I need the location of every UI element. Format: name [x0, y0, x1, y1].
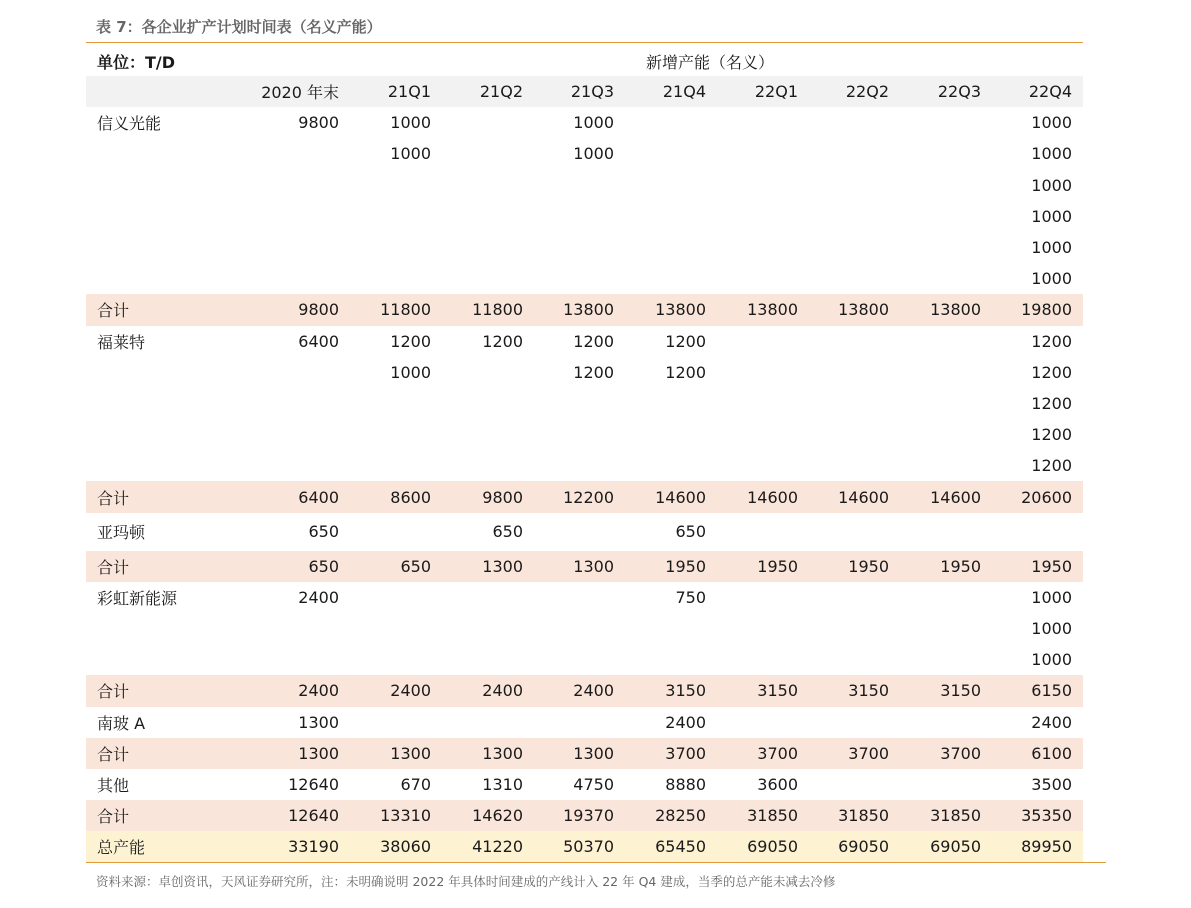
table-cell: 1300 — [442, 551, 534, 582]
column-header: 2020 年末 — [237, 76, 350, 107]
table-cell — [625, 263, 717, 294]
table-cell: 1000 — [1031, 650, 1072, 670]
table-row — [86, 707, 1083, 738]
row-label: 合计 — [86, 738, 237, 769]
table-cell — [900, 170, 992, 201]
table-cell — [237, 644, 350, 675]
table-cell: 1310 — [482, 775, 523, 795]
table-cell: 6400 — [237, 481, 350, 512]
table-cell — [900, 707, 992, 738]
table-cell — [442, 107, 534, 138]
total-row — [86, 831, 1083, 862]
table-cell — [900, 644, 992, 675]
table-cell: 1000 — [390, 144, 431, 164]
table-cell — [900, 326, 992, 357]
table-cell: 4750 — [573, 775, 614, 795]
row-label — [86, 170, 237, 201]
table-cell — [809, 357, 900, 388]
column-header: 21Q2 — [442, 76, 534, 107]
table-cell — [350, 613, 442, 644]
bottom-divider — [86, 862, 1106, 863]
table-cell — [237, 138, 350, 169]
table-cell — [900, 138, 992, 169]
column-header: 21Q3 — [534, 76, 625, 107]
table-cell — [809, 644, 900, 675]
table-cell: 1200 — [573, 331, 614, 351]
table-cell — [442, 263, 534, 294]
table-cell: 1300 — [237, 738, 350, 769]
table-cell: 19370 — [534, 800, 625, 831]
table-cell: 650 — [308, 522, 339, 542]
table-cell: 69050 — [900, 831, 992, 862]
table-cell: 1000 — [1031, 144, 1072, 164]
table-cell: 3150 — [809, 675, 900, 706]
table-cell — [900, 613, 992, 644]
table-cell — [900, 107, 992, 138]
unit-header-row — [86, 46, 1083, 76]
table-cell — [442, 644, 534, 675]
table-cell: 38060 — [350, 831, 442, 862]
table-cell: 65450 — [625, 831, 717, 862]
table-cell — [717, 357, 809, 388]
table-cell — [237, 419, 350, 450]
table-cell: 1200 — [665, 331, 706, 351]
table-cell: 14600 — [625, 481, 717, 512]
table-cell — [625, 201, 717, 232]
table-cell — [717, 170, 809, 201]
subtotal-row — [86, 738, 1083, 769]
table-cell: 650 — [675, 522, 706, 542]
table-cell — [442, 138, 534, 169]
table-cell: 650 — [237, 551, 350, 582]
table-row — [86, 582, 1083, 613]
source-note: 资料来源：卓创资讯，天风证券研究所，注：未明确说明 2022 年具体时间建成的产线计入 22 年 Q4 建成，当季的总产能未减去冷修 — [96, 874, 836, 889]
table-cell — [237, 613, 350, 644]
table-cell — [717, 232, 809, 263]
table-cell — [534, 513, 625, 551]
table-cell: 31850 — [900, 800, 992, 831]
table-cell — [809, 419, 900, 450]
table-cell: 1000 — [1031, 206, 1072, 226]
table-cell — [350, 707, 442, 738]
row-label — [86, 644, 237, 675]
table-row — [86, 644, 1083, 675]
table-row — [86, 769, 1083, 800]
table-cell: 1300 — [534, 551, 625, 582]
table-cell — [809, 263, 900, 294]
table-cell: 650 — [492, 522, 523, 542]
table-cell: 1000 — [1031, 113, 1072, 133]
table-cell: 2400 — [665, 712, 706, 732]
table-caption: 表 7：各企业扩产计划时间表（名义产能） — [96, 18, 382, 36]
table-cell — [809, 450, 900, 481]
table-cell: 1000 — [573, 113, 614, 133]
table-cell: 1000 — [390, 113, 431, 133]
table-cell: 9800 — [442, 481, 534, 512]
table-cell — [717, 450, 809, 481]
table-cell — [534, 707, 625, 738]
table-cell — [809, 613, 900, 644]
capacity-table — [86, 76, 1083, 863]
table-cell: 1200 — [1031, 425, 1072, 445]
row-label: 合计 — [86, 800, 237, 831]
table-cell — [237, 170, 350, 201]
table-cell: 1200 — [665, 362, 706, 382]
table-cell — [442, 707, 534, 738]
table-cell: 1300 — [350, 738, 442, 769]
table-cell — [900, 582, 992, 613]
row-label: 亚玛顿 — [97, 523, 146, 543]
table-cell — [625, 450, 717, 481]
table-cell: 1200 — [482, 331, 523, 351]
table-cell — [900, 419, 992, 450]
table-cell: 3700 — [809, 738, 900, 769]
subtotal-row — [86, 481, 1083, 512]
table-cell: 1000 — [1031, 269, 1072, 289]
subtotal-row — [86, 800, 1083, 831]
row-label: 合计 — [86, 551, 237, 582]
table-cell — [717, 263, 809, 294]
table-cell: 9800 — [298, 113, 339, 133]
table-cell — [534, 582, 625, 613]
table-row — [86, 263, 1083, 294]
row-label: 彩虹新能源 — [97, 588, 178, 608]
table-cell — [809, 107, 900, 138]
row-label: 合计 — [86, 675, 237, 706]
table-cell — [809, 582, 900, 613]
table-cell: 14620 — [442, 800, 534, 831]
table-cell — [350, 201, 442, 232]
table-cell: 6150 — [992, 675, 1083, 706]
table-cell — [900, 232, 992, 263]
table-cell — [350, 450, 442, 481]
table-cell — [442, 450, 534, 481]
table-cell — [717, 138, 809, 169]
table-row — [86, 232, 1083, 263]
table-row — [86, 201, 1083, 232]
table-cell: 3700 — [625, 738, 717, 769]
table-cell — [350, 644, 442, 675]
table-cell: 3700 — [900, 738, 992, 769]
subtotal-row — [86, 551, 1083, 582]
table-cell — [992, 513, 1083, 551]
table-cell — [442, 232, 534, 263]
table-cell — [625, 388, 717, 419]
table-cell: 1950 — [900, 551, 992, 582]
table-cell: 13310 — [350, 800, 442, 831]
row-label — [86, 357, 237, 388]
table-row — [86, 107, 1083, 138]
table-row — [86, 388, 1083, 419]
table-cell: 1000 — [1031, 175, 1072, 195]
table-cell — [625, 644, 717, 675]
table-cell — [534, 450, 625, 481]
table-row — [86, 613, 1083, 644]
table-cell: 1950 — [717, 551, 809, 582]
table-cell: 2400 — [534, 675, 625, 706]
table-cell — [900, 769, 992, 800]
table-cell: 31850 — [809, 800, 900, 831]
table-cell: 11800 — [442, 294, 534, 325]
table-cell — [717, 326, 809, 357]
table-cell — [809, 707, 900, 738]
row-label — [86, 450, 237, 481]
table-cell — [534, 613, 625, 644]
table-cell — [350, 263, 442, 294]
table-cell: 2400 — [1031, 712, 1072, 732]
table-cell — [442, 170, 534, 201]
table-cell — [809, 388, 900, 419]
table-cell — [625, 419, 717, 450]
table-cell: 14600 — [717, 481, 809, 512]
table-cell: 12640 — [237, 800, 350, 831]
table-cell: 13800 — [625, 294, 717, 325]
row-label: 合计 — [86, 294, 237, 325]
table-cell — [717, 201, 809, 232]
table-cell: 9800 — [237, 294, 350, 325]
table-cell: 1200 — [1031, 393, 1072, 413]
table-cell: 1000 — [1031, 238, 1072, 258]
table-cell — [809, 326, 900, 357]
table-cell — [900, 450, 992, 481]
table-cell: 1950 — [809, 551, 900, 582]
table-cell: 1200 — [1031, 456, 1072, 476]
table-cell: 1200 — [1031, 362, 1072, 382]
table-cell — [350, 232, 442, 263]
table-cell: 13800 — [809, 294, 900, 325]
column-header: 22Q3 — [900, 76, 992, 107]
table-cell: 1200 — [573, 362, 614, 382]
table-cell — [237, 201, 350, 232]
table-cell: 650 — [350, 551, 442, 582]
column-header-row — [86, 76, 1083, 107]
table-cell: 20600 — [992, 481, 1083, 512]
table-cell — [809, 769, 900, 800]
subtotal-row — [86, 675, 1083, 706]
table-cell — [534, 419, 625, 450]
table-cell: 14600 — [900, 481, 992, 512]
table-cell: 1200 — [390, 331, 431, 351]
column-header: 22Q1 — [717, 76, 809, 107]
table-cell — [809, 201, 900, 232]
table-cell: 12200 — [534, 481, 625, 512]
row-label: 总产能 — [86, 831, 237, 862]
row-label — [86, 232, 237, 263]
row-label: 合计 — [86, 481, 237, 512]
table-row — [86, 138, 1083, 169]
table-cell — [534, 201, 625, 232]
column-header: 22Q4 — [992, 76, 1083, 107]
subtotal-row — [86, 294, 1083, 325]
table-cell: 2400 — [298, 587, 339, 607]
row-label: 信义光能 — [97, 114, 162, 134]
table-row — [86, 326, 1083, 357]
table-cell — [237, 232, 350, 263]
table-cell: 3600 — [757, 775, 798, 795]
table-cell — [809, 232, 900, 263]
table-cell: 50370 — [534, 831, 625, 862]
table-cell — [534, 263, 625, 294]
table-cell — [350, 513, 442, 551]
column-header — [86, 76, 237, 107]
table-cell — [442, 419, 534, 450]
table-cell — [625, 232, 717, 263]
table-row — [86, 419, 1083, 450]
column-header: 21Q4 — [625, 76, 717, 107]
table-cell — [350, 419, 442, 450]
table-cell: 31850 — [717, 800, 809, 831]
table-cell: 8880 — [665, 775, 706, 795]
table-cell — [717, 388, 809, 419]
group-header: 新增产能（名义） — [646, 53, 775, 72]
table-cell: 19800 — [992, 294, 1083, 325]
table-cell — [900, 513, 992, 551]
table-cell: 13800 — [534, 294, 625, 325]
row-label — [86, 201, 237, 232]
table-cell — [717, 582, 809, 613]
table-cell: 69050 — [717, 831, 809, 862]
table-cell: 35350 — [992, 800, 1083, 831]
table-cell — [625, 613, 717, 644]
row-label — [86, 263, 237, 294]
table-cell — [717, 513, 809, 551]
row-label: 南玻 A — [97, 713, 146, 733]
table-cell — [717, 613, 809, 644]
row-label: 其他 — [97, 776, 130, 796]
table-cell: 13800 — [900, 294, 992, 325]
table-cell — [534, 232, 625, 263]
table-cell — [350, 582, 442, 613]
table-cell: 2400 — [442, 675, 534, 706]
table-cell: 3700 — [717, 738, 809, 769]
table-cell: 1000 — [1031, 587, 1072, 607]
table-row — [86, 170, 1083, 201]
table-cell: 8600 — [350, 481, 442, 512]
table-cell — [900, 263, 992, 294]
table-row — [86, 357, 1083, 388]
column-header: 21Q1 — [350, 76, 442, 107]
table-cell: 13800 — [717, 294, 809, 325]
table-cell: 6400 — [298, 331, 339, 351]
column-header: 22Q2 — [809, 76, 900, 107]
table-cell — [900, 388, 992, 419]
table-cell: 1950 — [625, 551, 717, 582]
table-cell: 3150 — [625, 675, 717, 706]
table-cell: 1000 — [1031, 619, 1072, 639]
table-cell: 1300 — [534, 738, 625, 769]
table-cell: 33190 — [237, 831, 350, 862]
table-cell — [717, 419, 809, 450]
row-label — [86, 613, 237, 644]
table-cell — [625, 170, 717, 201]
top-divider — [86, 42, 1083, 43]
table-cell — [442, 388, 534, 419]
row-label — [86, 138, 237, 169]
table-cell: 1950 — [992, 551, 1083, 582]
table-cell — [237, 263, 350, 294]
table-cell — [350, 170, 442, 201]
table-cell — [717, 707, 809, 738]
table-cell — [534, 644, 625, 675]
table-cell: 1300 — [442, 738, 534, 769]
table-cell: 2400 — [350, 675, 442, 706]
table-cell: 670 — [400, 775, 431, 795]
table-cell: 1300 — [298, 712, 339, 732]
table-row — [86, 450, 1083, 481]
table-cell: 41220 — [442, 831, 534, 862]
row-label: 福莱特 — [97, 332, 146, 352]
unit-label: 单位：T/D — [97, 53, 176, 72]
table-cell — [717, 107, 809, 138]
table-cell: 2400 — [237, 675, 350, 706]
table-cell: 12640 — [288, 775, 339, 795]
table-cell — [237, 357, 350, 388]
table-cell — [237, 388, 350, 419]
table-cell — [237, 450, 350, 481]
table-cell: 3150 — [900, 675, 992, 706]
table-cell — [625, 107, 717, 138]
table-cell — [442, 582, 534, 613]
table-cell — [534, 170, 625, 201]
table-cell: 89950 — [992, 831, 1083, 862]
table-cell: 750 — [675, 587, 706, 607]
table-cell: 1200 — [1031, 331, 1072, 351]
table-cell: 1000 — [573, 144, 614, 164]
table-cell — [534, 388, 625, 419]
table-cell: 14600 — [809, 481, 900, 512]
table-cell: 11800 — [350, 294, 442, 325]
table-cell — [900, 201, 992, 232]
table-cell — [442, 613, 534, 644]
table-cell: 3150 — [717, 675, 809, 706]
table-cell — [900, 357, 992, 388]
table-cell — [717, 644, 809, 675]
table-cell — [809, 170, 900, 201]
table-cell: 69050 — [809, 831, 900, 862]
table-cell — [809, 138, 900, 169]
table-cell: 6100 — [992, 738, 1083, 769]
table-cell — [809, 513, 900, 551]
row-label — [86, 419, 237, 450]
row-label — [86, 388, 237, 419]
table-cell — [350, 388, 442, 419]
table-cell — [442, 201, 534, 232]
table-row — [86, 513, 1083, 551]
table-cell: 1000 — [390, 362, 431, 382]
table-cell — [625, 138, 717, 169]
table-cell — [442, 357, 534, 388]
table-cell: 28250 — [625, 800, 717, 831]
table-cell: 3500 — [1031, 775, 1072, 795]
